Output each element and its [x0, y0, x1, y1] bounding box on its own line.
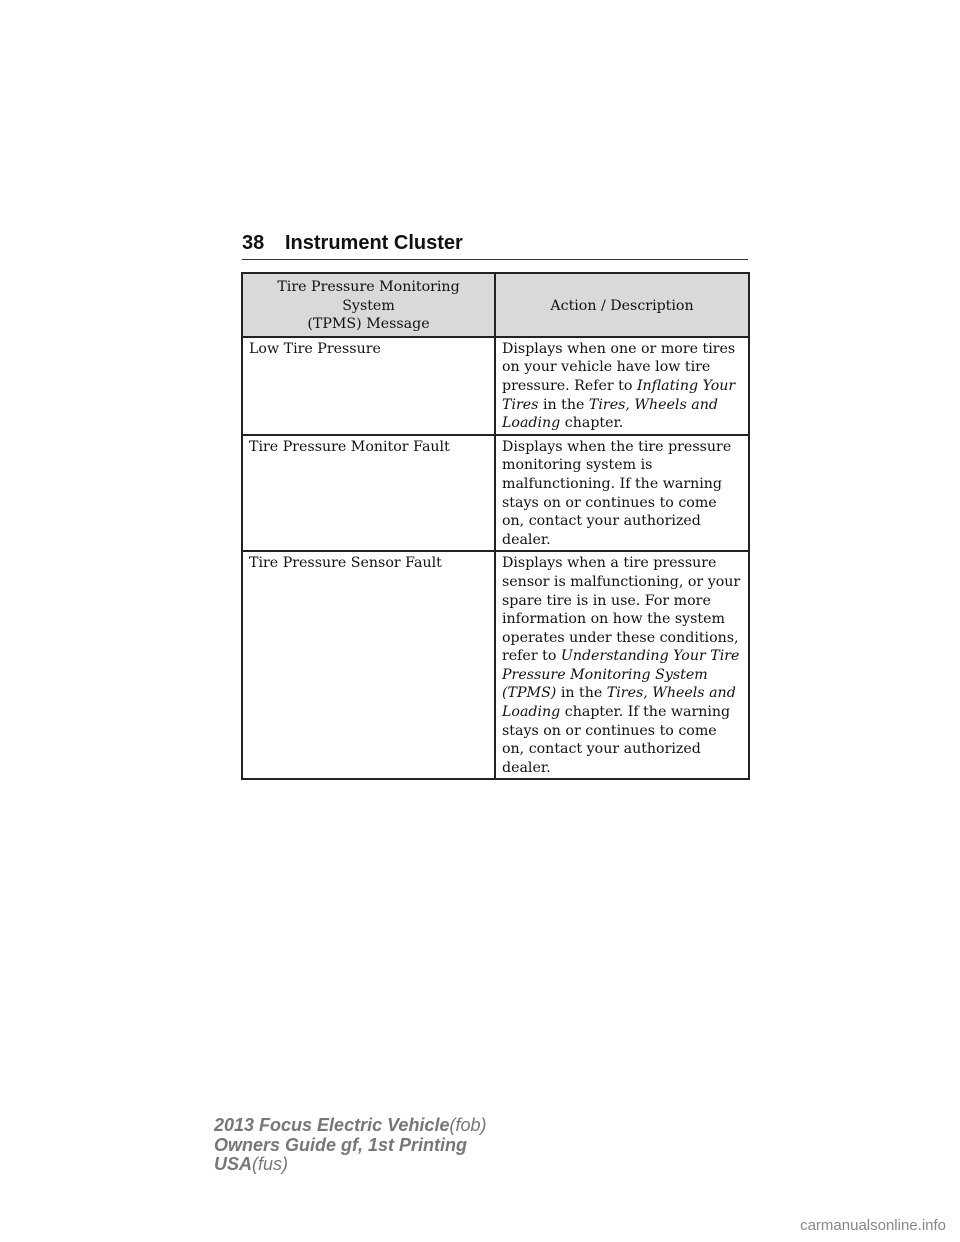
message-cell: Low Tire Pressure	[242, 337, 495, 435]
description-text: chapter. If the warning stays on or continues to come on, contact your authorized dealer.	[502, 704, 731, 776]
site-watermark: carmanualsonline.info	[800, 1217, 946, 1234]
tpms-message-table	[241, 272, 750, 780]
column-header-message	[242, 273, 495, 337]
footer-model-code: (fob)	[449, 1115, 487, 1135]
footer-line-3	[214, 1155, 486, 1175]
description-reference: Inflating Your Tires	[502, 377, 736, 413]
column-header-message-line2: (TPMS) Message	[307, 316, 430, 333]
page-header	[242, 232, 748, 260]
description-text: in the	[556, 685, 607, 702]
page-number: 38	[242, 232, 265, 254]
table-header-row	[242, 273, 749, 337]
column-header-action: Action / Description	[495, 273, 749, 337]
footer-model: 2013 Focus Electric Vehicle	[214, 1115, 450, 1135]
description-text: Displays when one or more tires on your vehicle have low tire pressure. Refer to	[502, 340, 736, 394]
table-row	[242, 551, 749, 779]
footer-market: USA	[214, 1154, 253, 1174]
description-cell	[495, 337, 749, 435]
description-chapter-reference: Tires, Wheels and Loading	[502, 396, 718, 432]
description-text: chapter.	[560, 415, 624, 432]
chapter-title: Instrument Cluster	[285, 232, 463, 254]
description-chapter-reference: Tires, Wheels and Loading	[502, 685, 736, 721]
footer-line-2: Owners Guide gf, 1st Printing	[214, 1134, 468, 1155]
description-text: Displays when a tire pressure sensor is malfunctioning, or your spare tire is in use. For more information on how the system operates under these conditions, refer to	[502, 555, 741, 665]
message-cell: Tire Pressure Sensor Fault	[242, 551, 495, 779]
footer-line-1	[214, 1116, 486, 1136]
description-cell: Displays when the tire pressure monitoring system is malfunctioning. If the warning stays on or continues to come on, contact your authorized dealer.	[495, 435, 749, 552]
description-text: in the	[538, 396, 589, 413]
message-cell: Tire Pressure Monitor Fault	[242, 435, 495, 552]
header-rule	[242, 259, 748, 260]
document-footer	[214, 1116, 486, 1175]
table-row	[242, 435, 749, 552]
description-cell	[495, 551, 749, 779]
table-row	[242, 337, 749, 435]
footer-market-code: (fus)	[252, 1154, 289, 1174]
description-reference: Understanding Your Tire Pressure Monitoring System (TPMS)	[502, 648, 740, 702]
column-header-message-line1: Tire Pressure Monitoring System	[277, 279, 460, 314]
